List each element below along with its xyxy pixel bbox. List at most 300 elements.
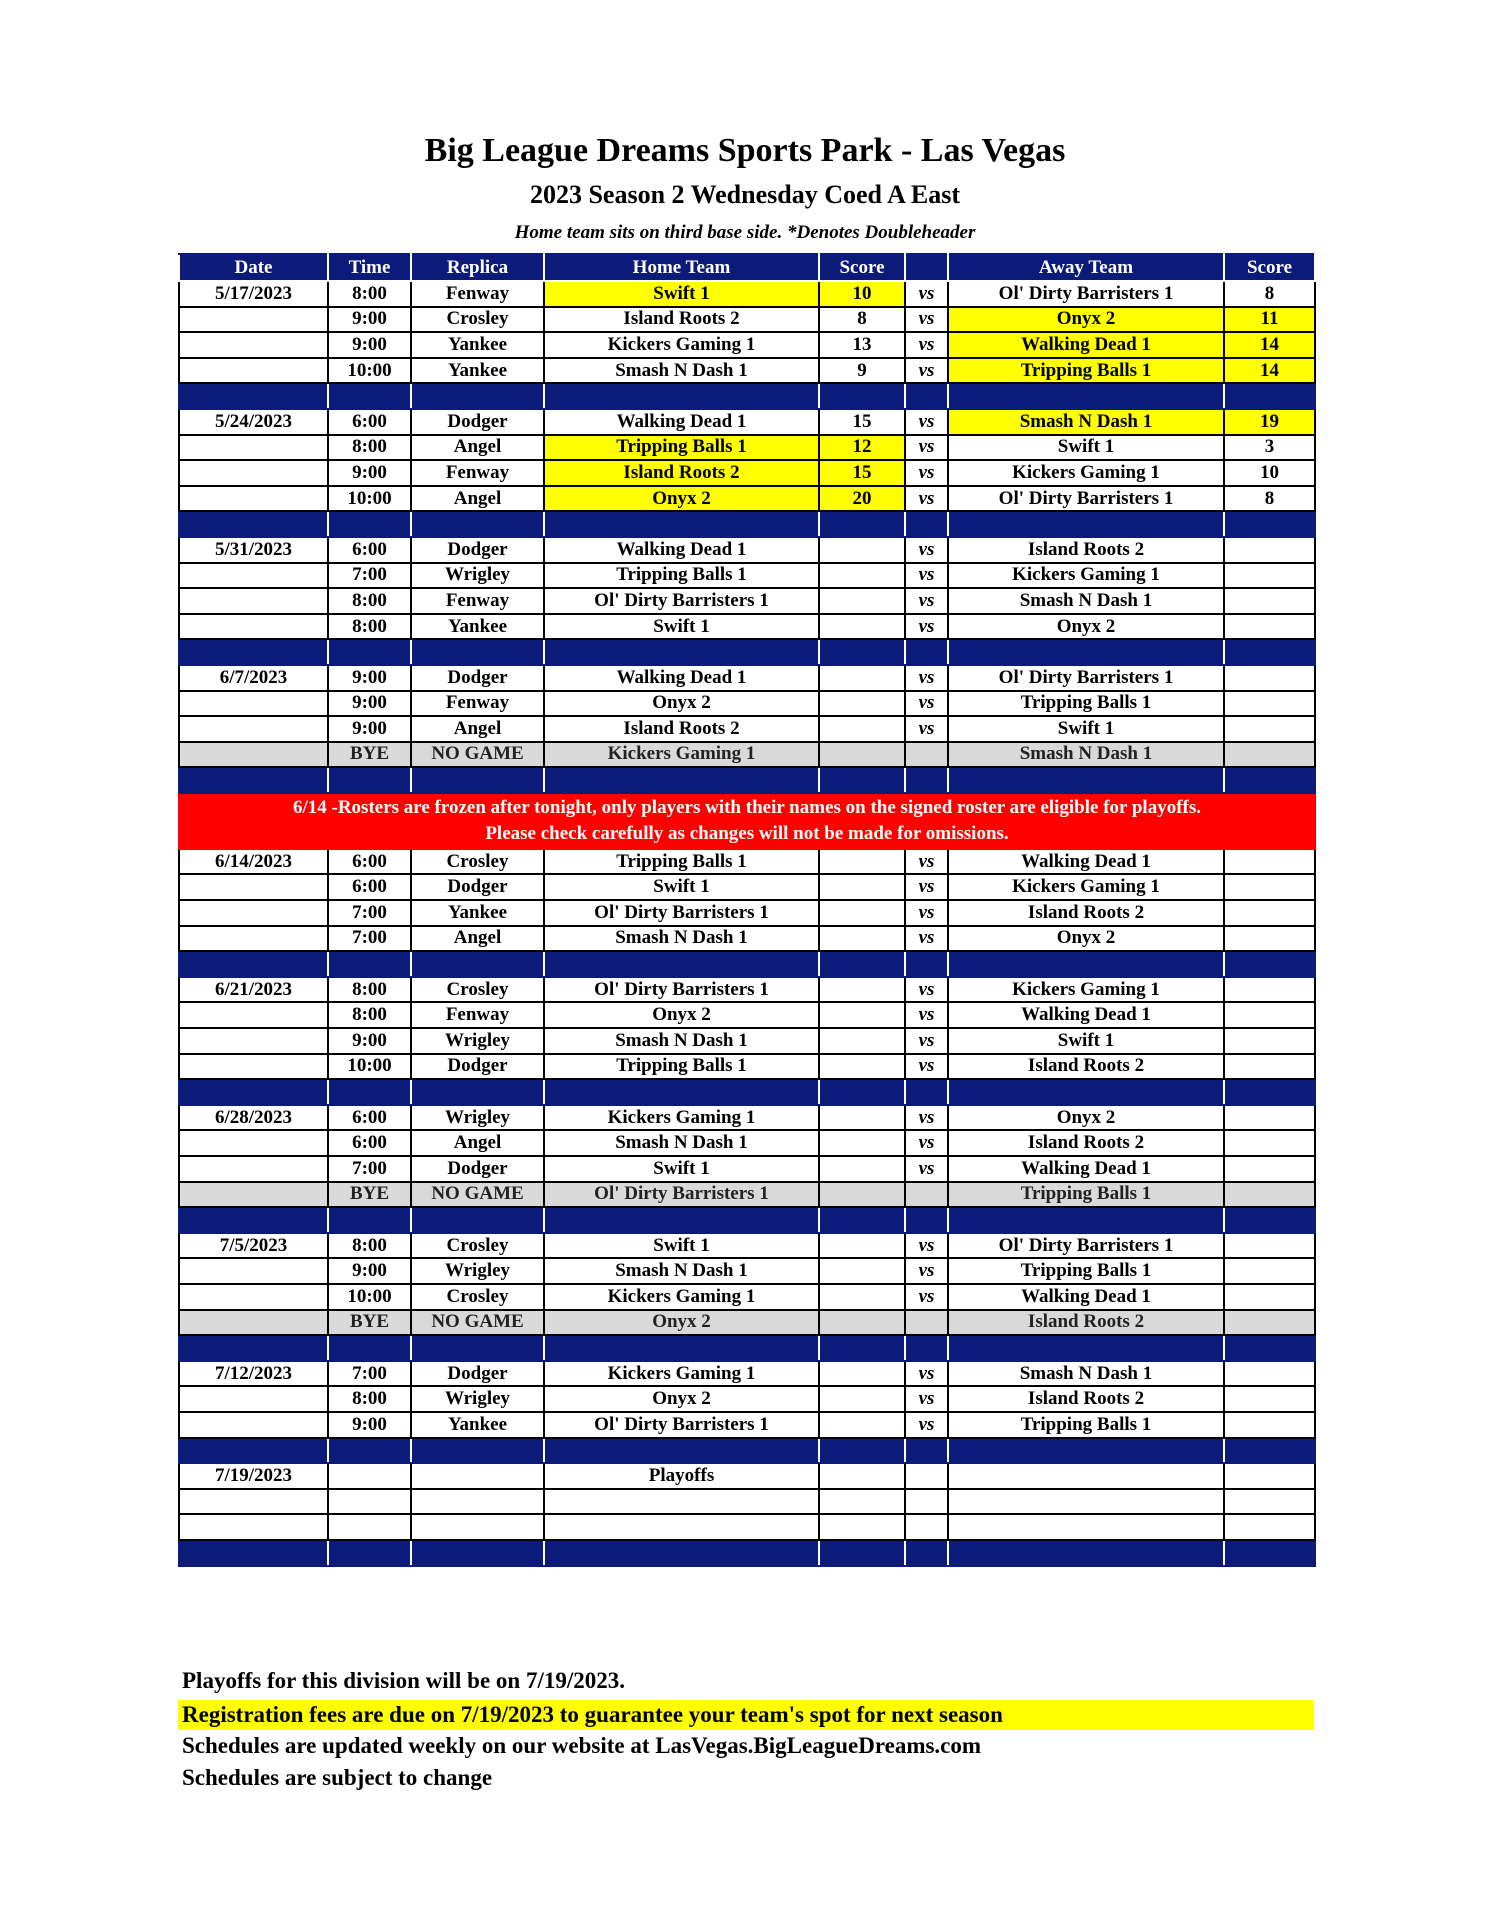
time-cell: 9:00 (328, 1028, 411, 1054)
away-team-cell: Onyx 2 (948, 1105, 1224, 1131)
game-row (179, 588, 1315, 614)
game-row (179, 486, 1315, 512)
separator-cell (179, 951, 328, 977)
home-score-cell (819, 1386, 905, 1412)
date-cell (179, 588, 328, 614)
vs-cell (905, 1514, 948, 1540)
away-score-cell (1224, 1258, 1315, 1284)
separator-cell (411, 383, 544, 409)
away-score-cell (1224, 1514, 1315, 1540)
away-team-cell: Walking Dead 1 (948, 1284, 1224, 1310)
column-header-vs (905, 254, 948, 281)
week-separator-row (179, 1079, 1315, 1105)
home-team-cell: Smash N Dash 1 (544, 1028, 819, 1054)
game-row (179, 1361, 1315, 1387)
home-score-cell (819, 1489, 905, 1515)
separator-cell (544, 511, 819, 537)
away-team-cell (948, 1463, 1224, 1489)
away-team-cell: Walking Dead 1 (948, 332, 1224, 358)
away-team-cell: Swift 1 (948, 716, 1224, 742)
vs-cell: vs (905, 691, 948, 717)
field-cell: Dodger (411, 409, 544, 435)
date-cell: 6/14/2023 (179, 849, 328, 875)
separator-cell (328, 1438, 411, 1464)
column-header-home-team: Home Team (544, 254, 819, 281)
separator-cell (819, 1335, 905, 1361)
week-separator-row (179, 383, 1315, 409)
home-score-cell: 20 (819, 486, 905, 512)
vs-cell: vs (905, 849, 948, 875)
separator-cell (328, 1079, 411, 1105)
separator-cell (1224, 511, 1315, 537)
away-score-cell (1224, 1182, 1315, 1208)
away-score-cell (1224, 1233, 1315, 1259)
time-cell: BYE (328, 742, 411, 768)
away-score-cell (1224, 588, 1315, 614)
away-score-cell (1224, 1489, 1315, 1515)
time-cell: 7:00 (328, 1156, 411, 1182)
date-cell (179, 1310, 328, 1336)
time-cell: 10:00 (328, 486, 411, 512)
away-score-cell (1224, 1054, 1315, 1080)
home-score-cell (819, 849, 905, 875)
game-row (179, 332, 1315, 358)
field-cell: Fenway (411, 281, 544, 307)
vs-cell (905, 1489, 948, 1515)
home-score-cell: 15 (819, 409, 905, 435)
schedule-table (178, 253, 1316, 1567)
separator-cell (179, 1438, 328, 1464)
date-cell: 5/17/2023 (179, 281, 328, 307)
away-team-cell: Island Roots 2 (948, 1310, 1224, 1336)
time-cell: 9:00 (328, 307, 411, 333)
page-note: Home team sits on third base side. *Denotes Doubleheader (514, 222, 976, 243)
time-cell (328, 1489, 411, 1515)
date-cell (179, 716, 328, 742)
home-score-cell (819, 716, 905, 742)
time-cell: 8:00 (328, 281, 411, 307)
time-cell: 8:00 (328, 614, 411, 640)
away-score-cell (1224, 1130, 1315, 1156)
separator-cell (544, 951, 819, 977)
date-cell (179, 563, 328, 589)
time-cell: BYE (328, 1310, 411, 1336)
time-cell: 10:00 (328, 358, 411, 384)
separator-cell (411, 1335, 544, 1361)
vs-cell: vs (905, 1361, 948, 1387)
home-score-cell: 10 (819, 281, 905, 307)
date-cell (179, 1156, 328, 1182)
separator-cell (905, 951, 948, 977)
field-cell: Crosley (411, 307, 544, 333)
home-score-cell (819, 1130, 905, 1156)
separator-cell (544, 1079, 819, 1105)
time-cell (328, 1463, 411, 1489)
home-score-cell (819, 977, 905, 1003)
time-cell: 8:00 (328, 435, 411, 461)
field-cell: Wrigley (411, 563, 544, 589)
separator-cell (179, 767, 328, 793)
away-team-cell (948, 1489, 1224, 1515)
separator-cell (819, 767, 905, 793)
away-team-cell: Island Roots 2 (948, 1386, 1224, 1412)
away-score-cell (1224, 614, 1315, 640)
home-score-cell (819, 614, 905, 640)
away-team-cell: Island Roots 2 (948, 1054, 1224, 1080)
week-separator-row (179, 951, 1315, 977)
field-cell: Angel (411, 926, 544, 952)
home-team-cell: Onyx 2 (544, 1310, 819, 1336)
column-header-away-team: Away Team (948, 254, 1224, 281)
separator-cell (328, 1207, 411, 1233)
date-cell (179, 486, 328, 512)
home-team-cell: Walking Dead 1 (544, 409, 819, 435)
field-cell: Dodger (411, 1156, 544, 1182)
home-score-cell (819, 537, 905, 563)
away-score-cell (1224, 716, 1315, 742)
date-cell (179, 1412, 328, 1438)
away-score-cell (1224, 1412, 1315, 1438)
separator-cell (948, 1438, 1224, 1464)
field-cell: Yankee (411, 900, 544, 926)
away-score-cell (1224, 1105, 1315, 1131)
vs-cell: vs (905, 1386, 948, 1412)
date-cell (179, 742, 328, 768)
separator-cell (819, 383, 905, 409)
roster-notice (179, 793, 1315, 849)
home-team-cell: Island Roots 2 (544, 716, 819, 742)
home-score-cell (819, 1310, 905, 1336)
vs-cell: vs (905, 537, 948, 563)
vs-cell: vs (905, 1258, 948, 1284)
home-score-cell (819, 1258, 905, 1284)
vs-cell: vs (905, 1002, 948, 1028)
away-team-cell: Kickers Gaming 1 (948, 977, 1224, 1003)
field-cell: NO GAME (411, 742, 544, 768)
vs-cell: vs (905, 1105, 948, 1131)
away-team-cell: Ol' Dirty Barristers 1 (948, 1233, 1224, 1259)
field-cell: Wrigley (411, 1258, 544, 1284)
time-cell: 9:00 (328, 1412, 411, 1438)
separator-cell (1224, 767, 1315, 793)
home-score-cell (819, 1361, 905, 1387)
away-score-cell (1224, 1310, 1315, 1336)
away-team-cell: Onyx 2 (948, 926, 1224, 952)
field-cell: Crosley (411, 849, 544, 875)
away-team-cell: Kickers Gaming 1 (948, 563, 1224, 589)
column-header-home-score: Score (819, 254, 905, 281)
away-team-cell: Smash N Dash 1 (948, 742, 1224, 768)
separator-cell (948, 1079, 1224, 1105)
game-row (179, 307, 1315, 333)
separator-cell (544, 1540, 819, 1566)
schedule-body (179, 281, 1315, 1566)
home-team-cell: Smash N Dash 1 (544, 1258, 819, 1284)
field-cell: Fenway (411, 460, 544, 486)
away-team-cell: Ol' Dirty Barristers 1 (948, 665, 1224, 691)
home-score-cell (819, 665, 905, 691)
separator-cell (905, 1207, 948, 1233)
time-cell: 6:00 (328, 537, 411, 563)
separator-cell (948, 951, 1224, 977)
vs-cell: vs (905, 1054, 948, 1080)
away-score-cell (1224, 537, 1315, 563)
game-row (179, 665, 1315, 691)
separator-cell (948, 1540, 1224, 1566)
vs-cell: vs (905, 977, 948, 1003)
date-cell: 7/19/2023 (179, 1463, 328, 1489)
home-team-cell: Ol' Dirty Barristers 1 (544, 977, 819, 1003)
vs-cell: vs (905, 1130, 948, 1156)
vs-cell: vs (905, 281, 948, 307)
away-team-cell: Swift 1 (948, 435, 1224, 461)
away-score-cell (1224, 1028, 1315, 1054)
away-score-cell (1224, 742, 1315, 768)
field-cell: Angel (411, 1130, 544, 1156)
date-cell (179, 1002, 328, 1028)
separator-cell (411, 639, 544, 665)
away-score-cell: 11 (1224, 307, 1315, 333)
home-team-cell: Island Roots 2 (544, 460, 819, 486)
field-cell: Fenway (411, 691, 544, 717)
vs-cell: vs (905, 307, 948, 333)
bye-row (179, 1182, 1315, 1208)
separator-cell (905, 1540, 948, 1566)
separator-cell (1224, 1540, 1315, 1566)
field-cell: NO GAME (411, 1182, 544, 1208)
home-team-cell: Ol' Dirty Barristers 1 (544, 1182, 819, 1208)
home-team-cell: Kickers Gaming 1 (544, 1284, 819, 1310)
home-team-cell: Tripping Balls 1 (544, 1054, 819, 1080)
game-row (179, 563, 1315, 589)
separator-cell (544, 767, 819, 793)
vs-cell: vs (905, 874, 948, 900)
away-team-cell: Walking Dead 1 (948, 1002, 1224, 1028)
field-cell: Angel (411, 716, 544, 742)
away-score-cell (1224, 1002, 1315, 1028)
date-cell (179, 691, 328, 717)
home-team-cell: Swift 1 (544, 281, 819, 307)
separator-cell (819, 639, 905, 665)
date-cell (179, 926, 328, 952)
home-score-cell (819, 588, 905, 614)
separator-cell (411, 1540, 544, 1566)
home-score-cell (819, 1028, 905, 1054)
separator-cell (179, 1079, 328, 1105)
separator-cell (179, 383, 328, 409)
separator-cell (819, 1438, 905, 1464)
separator-cell (1224, 1335, 1315, 1361)
home-team-cell: Onyx 2 (544, 691, 819, 717)
field-cell: Fenway (411, 1002, 544, 1028)
game-row (179, 1105, 1315, 1131)
game-row (179, 1463, 1315, 1489)
home-team-cell: Onyx 2 (544, 1386, 819, 1412)
game-row (179, 1156, 1315, 1182)
date-cell: 6/28/2023 (179, 1105, 328, 1131)
roster-notice-row (179, 793, 1315, 849)
game-row (179, 358, 1315, 384)
vs-cell: vs (905, 926, 948, 952)
time-cell: 8:00 (328, 1233, 411, 1259)
field-cell: NO GAME (411, 1310, 544, 1336)
column-header-time: Time (328, 254, 411, 281)
time-cell: 6:00 (328, 1105, 411, 1131)
date-cell (179, 1028, 328, 1054)
date-cell: 5/24/2023 (179, 409, 328, 435)
vs-cell: vs (905, 332, 948, 358)
vs-cell (905, 742, 948, 768)
away-score-cell (1224, 1463, 1315, 1489)
home-score-cell (819, 926, 905, 952)
away-score-cell: 8 (1224, 281, 1315, 307)
field-cell: Dodger (411, 665, 544, 691)
separator-cell (819, 951, 905, 977)
away-team-cell: Onyx 2 (948, 307, 1224, 333)
home-team-cell: Walking Dead 1 (544, 665, 819, 691)
home-team-cell (544, 1489, 819, 1515)
vs-cell: vs (905, 358, 948, 384)
separator-cell (1224, 1207, 1315, 1233)
time-cell: 10:00 (328, 1054, 411, 1080)
vs-cell: vs (905, 665, 948, 691)
home-score-cell (819, 874, 905, 900)
footer-change-note: Schedules are subject to change (182, 1765, 493, 1790)
home-score-cell (819, 1105, 905, 1131)
separator-cell (1224, 639, 1315, 665)
home-team-cell: Ol' Dirty Barristers 1 (544, 900, 819, 926)
date-cell (179, 1054, 328, 1080)
separator-cell (328, 1540, 411, 1566)
game-row (179, 1284, 1315, 1310)
home-team-cell: Swift 1 (544, 874, 819, 900)
separator-cell (328, 511, 411, 537)
week-separator-row (179, 767, 1315, 793)
separator-cell (411, 1079, 544, 1105)
date-cell: 6/21/2023 (179, 977, 328, 1003)
field-cell: Yankee (411, 332, 544, 358)
separator-cell (179, 511, 328, 537)
game-row (179, 1258, 1315, 1284)
bye-row (179, 1310, 1315, 1336)
away-score-cell (1224, 691, 1315, 717)
time-cell: 7:00 (328, 900, 411, 926)
separator-cell (328, 639, 411, 665)
home-team-cell: Kickers Gaming 1 (544, 332, 819, 358)
separator-cell (328, 383, 411, 409)
field-cell: Crosley (411, 977, 544, 1003)
column-header-away-score: Score (1224, 254, 1315, 281)
separator-cell (544, 1207, 819, 1233)
away-score-cell: 3 (1224, 435, 1315, 461)
home-score-cell (819, 1514, 905, 1540)
home-team-cell: Smash N Dash 1 (544, 926, 819, 952)
separator-cell (1224, 383, 1315, 409)
date-cell (179, 1182, 328, 1208)
game-row (179, 849, 1315, 875)
home-score-cell (819, 1054, 905, 1080)
time-cell: 8:00 (328, 588, 411, 614)
field-cell: Yankee (411, 358, 544, 384)
away-score-cell (1224, 665, 1315, 691)
home-score-cell: 12 (819, 435, 905, 461)
field-cell: Crosley (411, 1233, 544, 1259)
separator-cell (1224, 1438, 1315, 1464)
separator-cell (948, 639, 1224, 665)
vs-cell (905, 1310, 948, 1336)
date-cell (179, 1284, 328, 1310)
date-cell (179, 1386, 328, 1412)
column-header-date: Date (179, 254, 328, 281)
away-team-cell: Tripping Balls 1 (948, 1182, 1224, 1208)
home-team-cell: Kickers Gaming 1 (544, 1105, 819, 1131)
home-team-cell: Tripping Balls 1 (544, 849, 819, 875)
away-score-cell: 8 (1224, 486, 1315, 512)
week-separator-row (179, 1438, 1315, 1464)
home-team-cell: Ol' Dirty Barristers 1 (544, 1412, 819, 1438)
vs-cell: vs (905, 716, 948, 742)
date-cell (179, 1489, 328, 1515)
game-row (179, 1002, 1315, 1028)
away-score-cell (1224, 1386, 1315, 1412)
game-row (179, 900, 1315, 926)
field-cell: Wrigley (411, 1105, 544, 1131)
time-cell: 7:00 (328, 1361, 411, 1387)
game-row (179, 1514, 1315, 1540)
away-score-cell: 10 (1224, 460, 1315, 486)
bye-row (179, 742, 1315, 768)
date-cell (179, 1258, 328, 1284)
vs-cell: vs (905, 1284, 948, 1310)
home-score-cell: 15 (819, 460, 905, 486)
field-cell: Dodger (411, 874, 544, 900)
away-score-cell (1224, 900, 1315, 926)
vs-cell: vs (905, 1233, 948, 1259)
home-team-cell: Smash N Dash 1 (544, 358, 819, 384)
separator-cell (179, 1207, 328, 1233)
game-row (179, 1412, 1315, 1438)
time-cell: 8:00 (328, 1002, 411, 1028)
away-score-cell: 14 (1224, 332, 1315, 358)
separator-cell (411, 767, 544, 793)
home-score-cell (819, 1233, 905, 1259)
time-cell: 6:00 (328, 1130, 411, 1156)
game-row (179, 874, 1315, 900)
home-team-cell: Tripping Balls 1 (544, 563, 819, 589)
date-cell (179, 900, 328, 926)
separator-cell (411, 511, 544, 537)
header-row (179, 254, 1315, 281)
field-cell: Angel (411, 486, 544, 512)
page-subtitle: 2023 Season 2 Wednesday Coed A East (529, 180, 961, 209)
away-score-cell: 19 (1224, 409, 1315, 435)
away-team-cell (948, 1514, 1224, 1540)
time-cell: 7:00 (328, 563, 411, 589)
time-cell: 6:00 (328, 849, 411, 875)
home-team-cell: Swift 1 (544, 1156, 819, 1182)
vs-cell: vs (905, 1412, 948, 1438)
time-cell: 8:00 (328, 1386, 411, 1412)
home-team-cell: Walking Dead 1 (544, 537, 819, 563)
separator-cell (905, 767, 948, 793)
separator-cell (948, 767, 1224, 793)
separator-cell (905, 1079, 948, 1105)
field-cell: Crosley (411, 1284, 544, 1310)
away-team-cell: Smash N Dash 1 (948, 588, 1224, 614)
separator-cell (1224, 951, 1315, 977)
time-cell (328, 1514, 411, 1540)
away-team-cell: Swift 1 (948, 1028, 1224, 1054)
